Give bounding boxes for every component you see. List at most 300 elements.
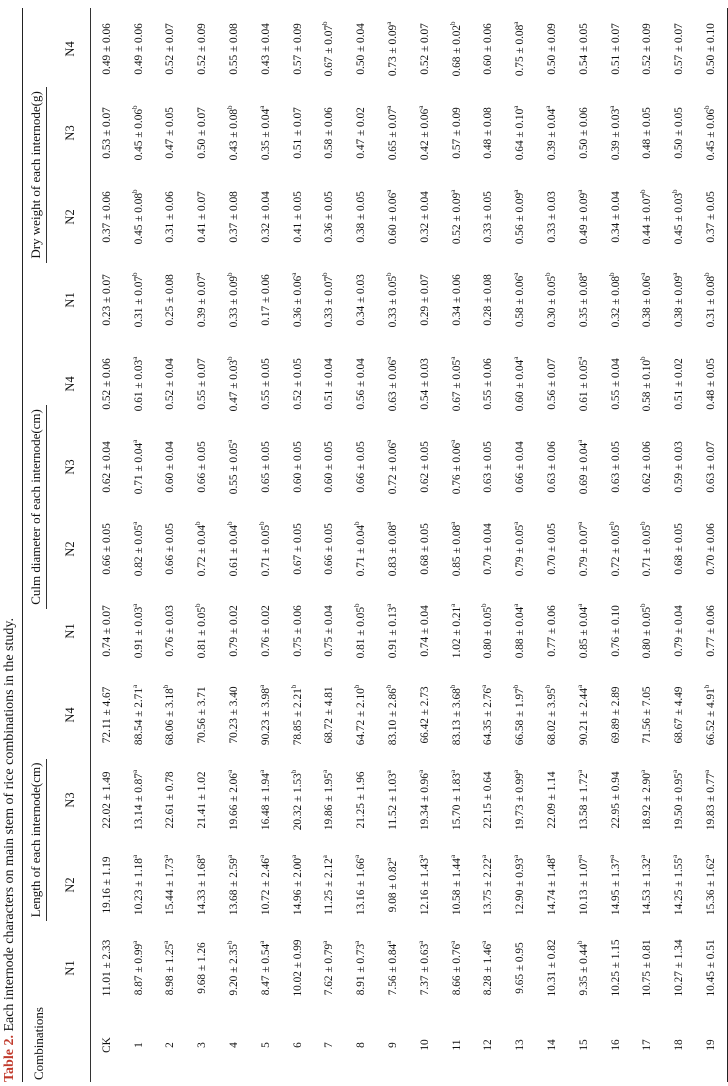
- value-cell: 0.62 ± 0.05: [418, 441, 431, 493]
- value-cell: 0.43 ± 0.04: [259, 23, 272, 75]
- value-cell: 0.73 ± 0.09$^a$: [385, 21, 400, 77]
- value-cell: 0.23 ± 0.07: [100, 274, 113, 326]
- significance-letter: a: [385, 356, 394, 360]
- significance-letter: a: [671, 769, 680, 774]
- significance-letter: a: [671, 272, 680, 276]
- subheader-cell: N4: [50, 342, 91, 426]
- significance-letter: b: [639, 521, 648, 526]
- significance-letter: a: [257, 105, 266, 109]
- value-cell: 0.55 ± 0.05$^a$: [226, 439, 241, 495]
- value-cell: 0.60 ± 0.05: [323, 441, 336, 493]
- significance-letter: a: [448, 356, 457, 360]
- value-cell: 0.38 ± 0.09$^a$: [671, 272, 686, 328]
- table-caption: [2, 618, 18, 1082]
- significance-letter: b: [321, 21, 330, 25]
- value-cell: 0.51 ± 0.04: [323, 358, 336, 410]
- significance-letter: a: [512, 272, 521, 276]
- value-cell: 13.68 ± 2.59$^a$: [226, 854, 241, 916]
- value-cell: 0.68 ± 0.02$^b$: [448, 21, 463, 77]
- value-cell: 0.33 ± 0.05$^b$: [385, 272, 400, 328]
- value-cell: 0.63 ± 0.07: [695, 426, 727, 508]
- table-row: [377, 8, 409, 1082]
- significance-letter: b: [639, 356, 648, 360]
- value-cell: 0.53 ± 0.07: [100, 107, 113, 159]
- significance-letter: a: [416, 105, 425, 109]
- value-cell: 0.47 ± 0.02: [355, 107, 368, 159]
- value-cell: 0.71 ± 0.05$^b$: [639, 521, 654, 577]
- significance-letter: a: [257, 684, 266, 689]
- value-cell: 21.25 ± 1.96: [355, 771, 368, 829]
- significance-letter: b: [130, 272, 139, 276]
- significance-letter: b: [480, 603, 489, 608]
- significance-letter: a: [575, 684, 584, 689]
- value-cell: 7.37 ± 0.63$^a$: [416, 940, 431, 996]
- value-cell: 10.13 ± 1.07$^a$: [575, 854, 590, 916]
- significance-letter: a: [130, 684, 139, 689]
- combination-cell: 1: [132, 1042, 145, 1048]
- value-cell: 20.32 ± 1.53$^b$: [289, 769, 304, 831]
- value-cell: 7.62 ± 0.79$^a$: [321, 940, 336, 996]
- value-cell: 0.75 ± 0.08$^a$: [512, 21, 527, 77]
- value-cell: 12.16 ± 1.43$^a$: [416, 854, 431, 916]
- significance-letter: a: [480, 684, 489, 689]
- value-cell: 66.58 ± 1.97$^b$: [512, 684, 527, 746]
- combination-cell: 15: [577, 1039, 590, 1051]
- combination-cell: 10: [418, 1039, 431, 1051]
- value-cell: 14.53 ± 1.32$^a$: [639, 854, 654, 916]
- value-cell: 10.27 ± 1.34: [673, 939, 686, 997]
- value-cell: 0.17 ± 0.06: [259, 274, 272, 326]
- subheader-cell: N1: [50, 928, 91, 1008]
- table-row: [409, 8, 441, 1082]
- significance-letter: a: [162, 940, 171, 944]
- value-cell: 22.09 ± 1.14: [546, 771, 559, 829]
- value-cell: 0.72 ± 0.05$^b$: [607, 521, 622, 577]
- value-cell: 0.48 ± 0.05: [641, 107, 654, 159]
- value-cell: 0.28 ± 0.08: [482, 274, 495, 326]
- table-row: [314, 8, 346, 1082]
- value-cell: 0.56 ± 0.07: [546, 358, 559, 410]
- subheader-cell: N3: [50, 426, 91, 508]
- value-cell: 0.31 ± 0.07$^b$: [130, 272, 145, 328]
- value-cell: 0.39 ± 0.04$^a$: [544, 105, 559, 161]
- significance-letter: a: [385, 603, 394, 607]
- value-cell: 0.75 ± 0.06: [291, 605, 304, 657]
- significance-letter: a: [703, 769, 712, 774]
- value-cell: 0.52 ± 0.04: [164, 358, 177, 410]
- significance-letter: b: [194, 521, 203, 526]
- value-cell: 0.56 ± 0.09$^a$: [512, 189, 527, 245]
- value-cell: 0.37 ± 0.05: [695, 176, 727, 258]
- significance-letter: a: [130, 940, 139, 944]
- significance-letter: a: [575, 272, 584, 276]
- significance-letter: b: [162, 684, 171, 689]
- value-cell: 0.37 ± 0.06: [100, 191, 113, 243]
- value-cell: 8.98 ± 1.25$^a$: [162, 940, 177, 996]
- value-cell: 0.49 ± 0.06: [100, 23, 113, 75]
- significance-letter: a: [130, 439, 139, 443]
- significance-letter: a: [257, 769, 266, 774]
- combinations-header: Combinations: [23, 1008, 51, 1082]
- value-cell: 22.95 ± 0.94: [609, 771, 622, 829]
- combination-cell: 9: [387, 1042, 400, 1048]
- value-cell: 0.82 ± 0.05$^a$: [130, 521, 145, 577]
- table-row: [568, 8, 600, 1082]
- significance-letter: b: [321, 272, 330, 276]
- value-cell: 0.55 ± 0.07: [196, 358, 209, 410]
- value-cell: 10.23 ± 1.18$^a$: [130, 854, 145, 916]
- significance-letter: a: [257, 854, 266, 859]
- value-cell: 0.33 ± 0.03: [546, 191, 559, 243]
- value-cell: 0.45 ± 0.08$^b$: [130, 189, 145, 245]
- value-cell: 9.68 ± 1.26: [196, 942, 209, 994]
- value-cell: 19.50 ± 0.95$^a$: [671, 769, 686, 831]
- value-cell: 70.56 ± 3.71: [196, 686, 209, 744]
- value-cell: 70.23 ± 3.40: [228, 686, 241, 744]
- significance-letter: a: [448, 940, 457, 944]
- value-cell: 0.72 ± 0.06$^a$: [385, 439, 400, 495]
- significance-letter: a: [639, 854, 648, 859]
- value-cell: 8.66 ± 0.76$^a$: [448, 940, 463, 996]
- significance-letter: a: [575, 439, 584, 443]
- significance-letter: a: [703, 854, 712, 859]
- table-row: [663, 8, 695, 1082]
- value-cell: 0.67 ± 0.05$^a$: [448, 356, 463, 412]
- table-row: [91, 8, 123, 1082]
- value-cell: 11.52 ± 1.03$^a$: [385, 770, 400, 830]
- value-cell: 0.34 ± 0.03: [355, 274, 368, 326]
- value-cell: 18.92 ± 2.90$^a$: [639, 769, 654, 831]
- value-cell: 0.65 ± 0.05: [259, 441, 272, 493]
- value-cell: 0.47 ± 0.03$^b$: [226, 356, 241, 412]
- value-cell: 0.63 ± 0.06: [546, 441, 559, 493]
- combination-cell: 13: [514, 1039, 527, 1051]
- significance-letter: a: [544, 854, 553, 859]
- significance-letter: a: [130, 603, 139, 607]
- value-cell: 0.66 ± 0.05: [164, 523, 177, 575]
- value-cell: 0.71 ± 0.04$^b$: [353, 521, 368, 577]
- value-cell: 14.96 ± 2.00$^a$: [289, 854, 304, 916]
- significance-letter: a: [385, 770, 394, 774]
- value-cell: 0.34 ± 0.06: [450, 274, 463, 326]
- significance-letter: a: [544, 105, 553, 109]
- significance-letter: a: [289, 854, 298, 859]
- significance-letter: a: [639, 272, 648, 276]
- significance-letter: a: [130, 521, 139, 525]
- value-cell: 0.62 ± 0.06: [641, 441, 654, 493]
- value-cell: 0.70 ± 0.06: [695, 508, 727, 590]
- significance-letter: a: [289, 272, 298, 276]
- significance-letter: b: [703, 684, 712, 689]
- value-cell: 0.42 ± 0.06$^a$: [416, 105, 431, 161]
- value-cell: 0.55 ± 0.08: [228, 23, 241, 75]
- significance-letter: a: [448, 603, 457, 607]
- significance-letter: b: [385, 684, 394, 689]
- value-cell: 10.45 ± 0.51: [695, 928, 727, 1008]
- value-cell: 13.58 ± 1.72$^a$: [575, 769, 590, 831]
- value-cell: 68.06 ± 3.18$^b$: [162, 684, 177, 746]
- value-cell: 0.60 ± 0.06: [482, 23, 495, 75]
- value-cell: 0.31 ± 0.06: [164, 191, 177, 243]
- significance-letter: b: [289, 769, 298, 774]
- value-cell: 22.15 ± 0.64: [482, 771, 495, 829]
- value-cell: 0.45 ± 0.06$^b$: [695, 90, 727, 176]
- significance-letter: b: [607, 521, 616, 526]
- value-cell: 10.02 ± 0.99: [291, 939, 304, 997]
- value-cell: 0.66 ± 0.05: [100, 523, 113, 575]
- combination-cell: 4: [228, 1042, 241, 1048]
- value-cell: 0.60 ± 0.06$^a$: [385, 189, 400, 245]
- group-header-diameter: [23, 342, 51, 672]
- significance-letter: a: [385, 857, 394, 861]
- significance-letter: a: [321, 855, 330, 859]
- significance-letter: b: [194, 603, 203, 608]
- significance-letter: a: [226, 854, 235, 859]
- value-cell: 0.77 ± 0.06: [695, 590, 727, 672]
- significance-letter: a: [226, 769, 235, 774]
- value-cell: 88.54 ± 2.71$^a$: [130, 684, 145, 746]
- value-cell: 0.61 ± 0.05$^a$: [575, 356, 590, 412]
- group-header-row: [23, 8, 51, 1082]
- value-cell: 21.41 ± 1.02: [196, 771, 209, 829]
- value-cell: 0.81 ± 0.05$^b$: [194, 603, 209, 659]
- combination-cell: 12: [482, 1039, 495, 1051]
- significance-letter: b: [448, 684, 457, 689]
- value-cell: 0.33 ± 0.07$^b$: [321, 272, 336, 328]
- value-cell: 0.77 ± 0.06: [546, 605, 559, 657]
- value-cell: 0.49 ± 0.09$^a$: [575, 189, 590, 245]
- value-cell: 0.62 ± 0.04: [100, 441, 113, 493]
- table-row: [504, 8, 536, 1082]
- significance-letter: a: [257, 940, 266, 944]
- value-cell: 0.34 ± 0.04: [609, 191, 622, 243]
- value-cell: 0.55 ± 0.04: [609, 358, 622, 410]
- value-cell: 71.56 ± 7.05: [641, 686, 654, 744]
- significance-letter: a: [671, 854, 680, 859]
- value-cell: 15.70 ± 1.83$^a$: [448, 769, 463, 831]
- value-cell: 19.16 ± 1.19: [100, 856, 113, 914]
- value-cell: 9.08 ± 0.82$^a$: [385, 857, 400, 913]
- value-cell: 0.76 ± 0.10: [609, 605, 622, 657]
- value-cell: 0.67 ± 0.05: [291, 523, 304, 575]
- value-cell: 0.57 ± 0.09: [450, 107, 463, 159]
- value-cell: 0.39 ± 0.03$^a$: [607, 105, 622, 161]
- value-cell: 8.91 ± 0.73$^a$: [353, 940, 368, 996]
- value-cell: 0.41 ± 0.07: [196, 191, 209, 243]
- value-cell: 0.66 ± 0.04: [514, 441, 527, 493]
- value-cell: 16.48 ± 1.94$^a$: [257, 769, 272, 831]
- significance-letter: a: [512, 521, 521, 525]
- combination-cell: 11: [450, 1039, 463, 1051]
- value-cell: 0.55 ± 0.06: [482, 358, 495, 410]
- significance-letter: a: [194, 272, 203, 276]
- significance-letter: a: [575, 603, 584, 607]
- value-cell: 66.52 ± 4.91$^b$: [695, 672, 727, 758]
- significance-letter: a: [321, 769, 330, 774]
- significance-letter: b: [289, 684, 298, 689]
- table-row: [536, 8, 568, 1082]
- value-cell: 0.76 ± 0.03: [164, 605, 177, 657]
- value-cell: 90.23 ± 3.98$^a$: [257, 684, 272, 746]
- significance-letter: a: [385, 21, 394, 25]
- significance-letter: a: [575, 521, 584, 525]
- combination-cell: 5: [259, 1042, 272, 1048]
- significance-letter: a: [448, 189, 457, 193]
- table-row: [345, 8, 377, 1082]
- combination-cell: 3: [196, 1042, 209, 1048]
- value-cell: 8.28 ± 1.46$^a$: [480, 940, 495, 996]
- significance-letter: b: [639, 603, 648, 608]
- value-cell: 0.70 ± 0.05: [546, 523, 559, 575]
- value-cell: 0.66 ± 0.05: [323, 523, 336, 575]
- value-cell: 0.61 ± 0.04$^b$: [226, 521, 241, 577]
- value-cell: 68.02 ± 3.95$^b$: [544, 684, 559, 746]
- value-cell: 14.95 ± 1.37$^a$: [607, 854, 622, 916]
- combination-cell: 8: [355, 1042, 368, 1048]
- significance-letter: a: [512, 854, 521, 859]
- subheader-cell: N2: [50, 176, 91, 258]
- value-cell: 0.52 ± 0.05: [291, 358, 304, 410]
- value-cell: 22.02 ± 1.49: [100, 771, 113, 829]
- value-cell: 10.72 ± 2.46$^a$: [257, 854, 272, 916]
- value-cell: 0.51 ± 0.07: [609, 23, 622, 75]
- value-cell: 0.74 ± 0.04: [418, 605, 431, 657]
- value-cell: 10.31 ± 0.82: [546, 939, 559, 997]
- significance-letter: a: [575, 854, 584, 859]
- significance-letter: a: [130, 356, 139, 360]
- value-cell: 78.85 ± 2.21$^b$: [289, 684, 304, 746]
- value-cell: 0.52 ± 0.07: [164, 23, 177, 75]
- value-cell: 13.14 ± 0.87$^a$: [130, 769, 145, 831]
- significance-letter: a: [130, 854, 139, 859]
- significance-letter: a: [575, 356, 584, 360]
- table-row: [218, 8, 250, 1082]
- significance-letter: b: [353, 684, 362, 689]
- significance-letter: a: [385, 189, 394, 193]
- significance-letter: a: [575, 769, 584, 774]
- combination-cell: 18: [673, 1039, 686, 1051]
- value-cell: 13.75 ± 2.22$^a$: [480, 854, 495, 916]
- value-cell: 19.73 ± 0.99$^a$: [512, 769, 527, 831]
- value-cell: 0.29 ± 0.07: [418, 274, 431, 326]
- value-cell: 0.68 ± 0.05: [673, 523, 686, 575]
- group-header-diameter-label: Culm diameter of each internode(cm): [28, 405, 47, 609]
- value-cell: 12.90 ± 0.93$^a$: [512, 854, 527, 916]
- value-cell: 0.51 ± 0.07: [291, 107, 304, 159]
- group-header-length: [23, 672, 51, 1008]
- significance-letter: a: [448, 854, 457, 859]
- significance-letter: b: [385, 272, 394, 276]
- value-cell: 0.48 ± 0.08: [482, 107, 495, 159]
- value-cell: 64.35 ± 2.76$^a$: [480, 684, 495, 746]
- value-cell: 0.85 ± 0.08$^a$: [448, 521, 463, 577]
- value-cell: 0.63 ± 0.06$^a$: [385, 356, 400, 412]
- value-cell: 0.52 ± 0.09$^a$: [448, 189, 463, 245]
- combination-cell: 16: [609, 1039, 622, 1051]
- significance-letter: b: [703, 105, 712, 109]
- significance-letter: a: [353, 854, 362, 859]
- combination-cell: 19: [695, 1008, 727, 1082]
- value-cell: 14.33 ± 1.68$^a$: [194, 854, 209, 916]
- value-cell: 0.41 ± 0.05: [291, 191, 304, 243]
- value-cell: 0.69 ± 0.04$^a$: [575, 439, 590, 495]
- value-cell: 0.66 ± 0.05: [355, 441, 368, 493]
- value-cell: 0.50 ± 0.09: [546, 23, 559, 75]
- table-row: [186, 8, 218, 1082]
- value-cell: 0.54 ± 0.03: [418, 358, 431, 410]
- caption-label: Table 2.: [2, 1035, 17, 1082]
- value-cell: 0.71 ± 0.05$^b$: [257, 521, 272, 577]
- value-cell: 0.32 ± 0.04: [418, 191, 431, 243]
- value-cell: 0.35 ± 0.08$^a$: [575, 272, 590, 328]
- table-row: [155, 8, 187, 1082]
- combination-cell: 2: [164, 1042, 177, 1048]
- value-cell: 0.65 ± 0.07$^a$: [385, 105, 400, 161]
- value-cell: 90.21 ± 2.44$^a$: [575, 684, 590, 746]
- significance-letter: a: [512, 105, 521, 109]
- combination-cell: 6: [291, 1042, 304, 1048]
- value-cell: 0.50 ± 0.05: [673, 107, 686, 159]
- value-cell: 19.66 ± 2.06$^a$: [226, 769, 241, 831]
- value-cell: 14.25 ± 1.55$^a$: [671, 854, 686, 916]
- significance-letter: a: [512, 769, 521, 774]
- combination-cell: 7: [323, 1042, 336, 1048]
- value-cell: 0.75 ± 0.04: [323, 605, 336, 657]
- significance-letter: a: [416, 854, 425, 859]
- value-cell: 0.39 ± 0.07$^a$: [194, 272, 209, 328]
- value-cell: 14.74 ± 1.48$^a$: [544, 854, 559, 916]
- value-cell: 68.67 ± 4.49: [673, 686, 686, 744]
- value-cell: 0.36 ± 0.06$^a$: [289, 272, 304, 328]
- value-cell: 0.32 ± 0.04: [259, 191, 272, 243]
- significance-letter: b: [544, 272, 553, 276]
- significance-letter: b: [257, 521, 266, 526]
- value-cell: 0.44 ± 0.07$^b$: [639, 189, 654, 245]
- group-header-length-label: Length of each internode(cm): [28, 759, 47, 922]
- significance-letter: a: [480, 940, 489, 944]
- group-header-weight-label: Dry weight of each internode(g): [28, 87, 47, 263]
- subheader-cell: N4: [50, 672, 91, 758]
- value-cell: 15.36 ± 1.62$^a$: [695, 842, 727, 928]
- value-cell: 0.61 ± 0.03$^a$: [130, 356, 145, 412]
- value-cell: 0.58 ± 0.06: [323, 107, 336, 159]
- value-cell: 19.83 ± 0.77$^a$: [695, 758, 727, 842]
- value-cell: 0.91 ± 0.13$^a$: [385, 603, 400, 659]
- value-cell: 22.61 ± 0.78: [164, 771, 177, 829]
- value-cell: 7.56 ± 0.84$^a$: [385, 940, 400, 996]
- significance-letter: b: [448, 21, 457, 25]
- value-cell: 0.79 ± 0.07$^a$: [575, 521, 590, 577]
- value-cell: 0.43 ± 0.08$^b$: [226, 105, 241, 161]
- value-cell: 72.11 ± 4.67: [100, 686, 113, 744]
- significance-letter: b: [226, 521, 235, 526]
- value-cell: 0.56 ± 0.04: [355, 358, 368, 410]
- value-cell: 0.67 ± 0.07$^b$: [321, 21, 336, 77]
- value-cell: 0.50 ± 0.07: [196, 107, 209, 159]
- value-cell: 0.47 ± 0.05: [164, 107, 177, 159]
- significance-letter: b: [607, 272, 616, 276]
- value-cell: 11.25 ± 2.12$^a$: [321, 855, 336, 915]
- value-cell: 8.87 ± 0.99$^a$: [130, 940, 145, 996]
- caption-text: Each internode characters on main stem of rice combinations in the study.: [2, 618, 17, 1036]
- combination-cell: 17: [641, 1039, 654, 1051]
- table-row: [250, 8, 282, 1082]
- value-cell: 0.49 ± 0.06: [132, 23, 145, 75]
- value-cell: 83.10 ± 2.86$^b$: [385, 684, 400, 746]
- significance-letter: a: [639, 769, 648, 774]
- value-cell: 0.52 ± 0.09: [641, 23, 654, 75]
- value-cell: 9.65 ± 0.95: [514, 942, 527, 994]
